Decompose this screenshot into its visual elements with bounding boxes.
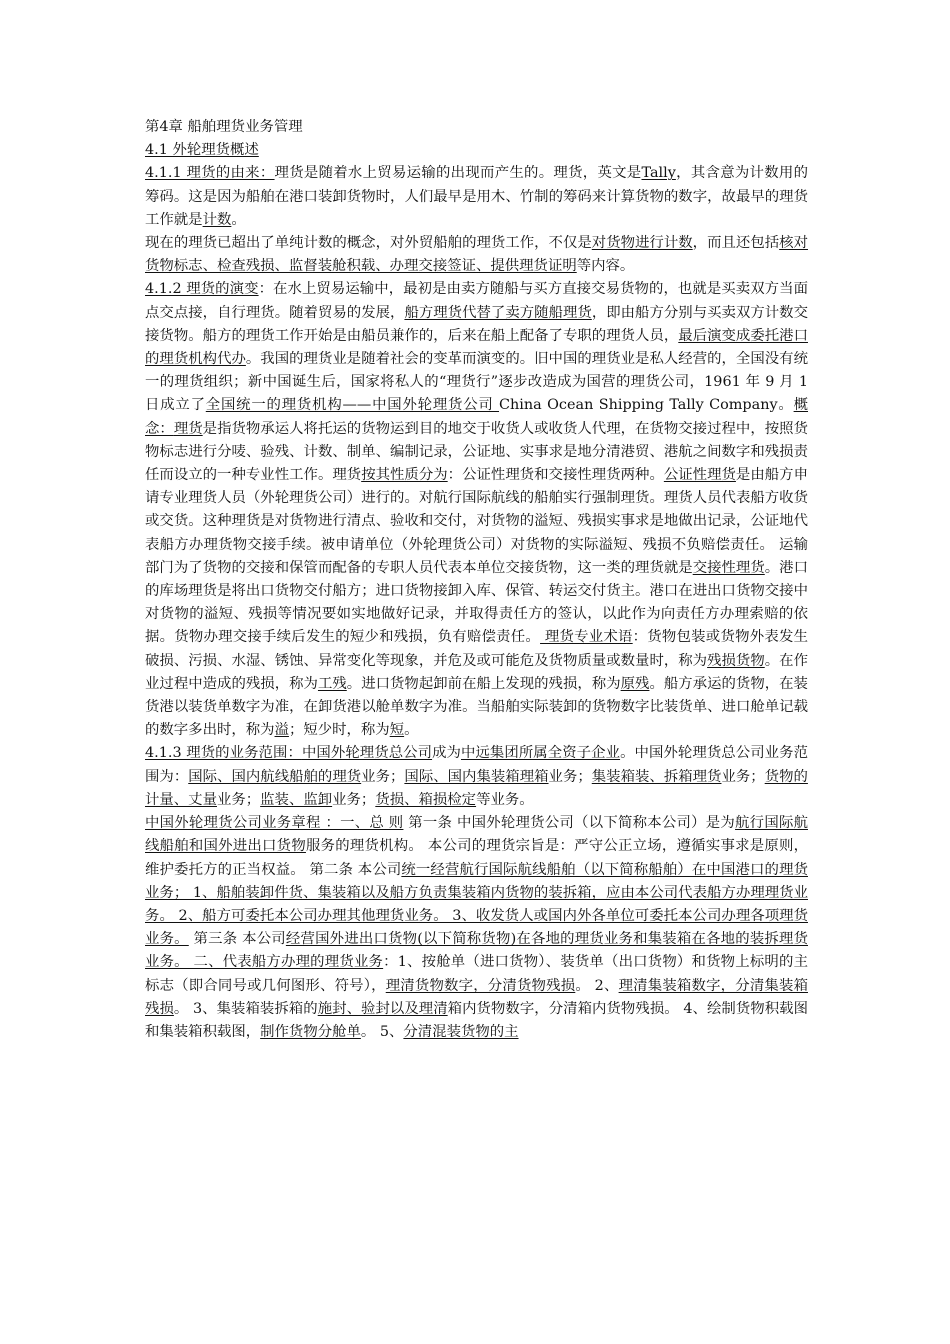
underlined-text: 对货物进行计数 (591, 235, 693, 252)
underlined-text: 全国统一的理货机构——中国外轮理货公司 (205, 397, 500, 414)
text-run: 。港口的库场理货是将出口货物交付船方；进口货物接卸入库、保管、转运交付货主。港口在进出口货物交接中对货物的溢短、残损等情况要如实地做好记录，并取得责任方的签认，以此作为向责任方办理索赔的依据。货物办理交接手续后发生的短少和残损，负有赔偿责任。 (145, 559, 808, 646)
underlined-text: 经营国外进出口货物(以下简称货物)在各地的理货业务和集装箱在各地的装拆理货业务。 二、代表船方办理的理货业务 (145, 931, 808, 971)
text-run: 。 5、 (360, 1023, 404, 1040)
text-run: 第三条 本公司 (188, 931, 286, 948)
underlined-text: 船方理货代替了卖方随船理货 (404, 304, 592, 321)
body-paragraph (145, 812, 808, 1044)
underlined-text: 最后演变成委托港口的理货机构代办 (145, 327, 808, 368)
text-run: 。我国的理货业是随着社会的变革而演变的。旧中国的理货业是私人经营的，全国没有统一的理货组织；新中国诞生后，国家将私人的“理货行”逐步改造成为国营的理货公司，1961 年 9 月 1 日成立了 (145, 351, 808, 414)
text-run: 是指货物承运人将托运的货物运到目的地交于收货人或收货人代理，在货物交接过程中，按照货物标志进行分唛、验残、计数、制单、编制记录，公证地、实事求是地分清港贸、港航之间数字和残损责任而设立的一种专业性工作。理货 (145, 420, 808, 484)
underlined-text: 短 (389, 722, 405, 739)
text-run: 。 2、 (575, 977, 619, 994)
underlined-text: 4.1.2 理货的演变 (145, 281, 259, 298)
underlined-text: 监装、监卸 (260, 791, 333, 808)
underlined-text: 理清集装箱数字，分清集装箱残损 (145, 977, 808, 1017)
underlined-text: 中远集团所属全资子企业 (461, 745, 621, 762)
text-run: 等内容。 (576, 258, 635, 275)
body-paragraph (145, 742, 808, 812)
underlined-text: 中国外轮理货总公司 (301, 745, 433, 762)
text-run: 。 (231, 211, 246, 228)
text-run: China Ocean Shipping Tally Company。 (499, 397, 794, 414)
text-run: 。 (404, 722, 419, 739)
underlined-text: 原残 (620, 675, 650, 692)
text-run: ：1、按舱单（进口货物）、装货单（出口货物）和货物上标明的主标志（即合同号或几何图形、符号）， (145, 954, 808, 994)
text-run: 。 3、集装箱装拆箱的 (173, 1000, 318, 1017)
underlined-text: 货物的计量、丈量 (145, 768, 808, 808)
text-run: 业务； (332, 791, 376, 808)
body-paragraph (145, 278, 808, 742)
text-run: 业务； (361, 768, 405, 785)
text-run: ，即由船方分别与买卖双方计数交接货物。船方的理货工作开始是由船员兼作的，后来在船上配备了专职的理货人员， (145, 304, 808, 344)
underlined-text: 概念： (145, 397, 809, 437)
body-paragraph (145, 232, 808, 278)
underlined-text: 货损、箱损检定 (375, 791, 477, 808)
underlined-text: 交接性理货 (692, 559, 765, 576)
text-run: 现在的理货已超出了单纯计数的概念，对外贸船舶的理货工作，不仅是 (145, 235, 592, 252)
underlined-text: 航行国际航线船舶和国外进出口货物 (145, 815, 808, 855)
underlined-text: 国际、国内集装箱理箱 (404, 768, 549, 785)
text-run: 业务； (721, 768, 765, 785)
text-run: 等业务。 (476, 791, 534, 808)
text-run: 。进口货物起卸前在船上发现的残损，称为 (346, 675, 621, 692)
text-run: 。在作业过程中造成的残损，称为 (145, 652, 808, 692)
underlined-text: 施封、验封以及理清 (317, 1000, 448, 1017)
text-run: ：在水上贸易运输中，最初是由卖方随船与买方直接交易货物的，也就是买卖双方当面点交点接，自行理货。随着贸易的发展， (145, 281, 808, 321)
underlined-text: 国际、国内航线船舶的理货 (188, 768, 362, 785)
section-heading (145, 139, 808, 162)
underlined-text: 制作货物分舱单 (260, 1023, 361, 1040)
text-run: ；短少时，称为 (288, 722, 390, 739)
text-run: 服务的理货机构。 本公司的理货宗旨是：严守公正立场，遵循实事求是原则，维护委托方的正当权益。 第二条 本公司 (145, 838, 808, 878)
underlined-text: 4.1.1 理货的由来： (145, 165, 275, 182)
text-run: 是由船方申请专业理货人员（外轮理货公司）进行的。对航行国际航线的船舶实行强制理货。理货人员代表船方收货或交货。这种理货是对货物进行清点、验收和交付，对货物的溢短、残损实事求是地做出记录，公证地代表船方办理货物交接手续。被申请单位（外轮理货公司）对货物的实际溢短、残损不负赔偿责任。 运输部门为了货物的交接和保管而配备的专职人员代表本单位交接货物，这一类的理货就是 (145, 467, 808, 576)
text-run: ：货物包装或货物外表发生破损、污损、水湿、锈蚀、异常变化等现象，并危及或可能危及货物质量或数量时，称为 (145, 629, 808, 669)
text-run: 第一条 中国外轮理货公司（以下简称本公司）是为 (403, 815, 736, 832)
underlined-text: 溢 (274, 722, 289, 739)
underlined-text: 理货专业术语 (540, 629, 633, 646)
text-run: 业务； (216, 791, 261, 808)
chapter-title (145, 116, 808, 139)
text-run: 成为 (432, 745, 461, 762)
text-run: 。船方承运的货物，在装货港以装货单数字为准，在卸货港以舱单数字为准。当船舶实际装卸的货物数字比装货单、进口舱单记载的数字多出时，称为 (145, 675, 808, 739)
text-run: 第4章 船舶理货业务管理 (145, 119, 303, 135)
text-run: ，而且还包括 (692, 235, 780, 252)
underlined-text: 残损货物 (707, 652, 765, 669)
underlined-text: 4.1.3 理货的业务范围： (145, 745, 302, 762)
underlined-text: 工残 (317, 675, 347, 692)
underlined-text: 核对货物标志、检查残损、监督装舱积载、办理交接签证、提供理货证明 (145, 235, 808, 275)
body-paragraph (145, 162, 808, 232)
underlined-text: Tally (641, 165, 676, 182)
text-run: ：公证性理货和交接性理货两种。 (447, 467, 664, 484)
underlined-text: 分清混装货物的主 (403, 1023, 519, 1040)
text-run: 理货是随着水上贸易运输的出现而产生的。理货，英文是 (274, 165, 642, 182)
text-run: 。中国外轮理货总公司业务范围为： (145, 745, 808, 785)
underlined-text: 中国外轮理货公司业务章程 ：一、总 则 (145, 815, 404, 832)
underlined-text: 公证性理货 (663, 467, 736, 484)
underlined-text: 计数 (202, 211, 232, 228)
underlined-text: 4.1 外轮理货概述 (145, 142, 259, 159)
underlined-text: 统一经营航行国际航线船舶（以下简称船舶）在中国港口的理货业务； 1、船舶装卸件货、集装箱以及船方负责集装箱内货物的装拆箱，应由本公司代表船方办理理货业务。 2、船方可委托本公司办理其他理货业务。 3、收发货人或国内外各单位可委托本公司办理各项理货业务。 (145, 861, 808, 948)
underlined-text: 理清货物数字，分清货物残损 (385, 977, 576, 994)
text-run: 业务； (548, 768, 592, 785)
text-run: 箱内货物数字，分清箱内货物残损。 4、绘制货物积载图和集装箱积载图， (145, 1000, 808, 1040)
underlined-text: 按其性质分为 (361, 467, 448, 484)
text-run: ，其含意为计数用的筹码。这是因为船舶在港口装卸货物时，人们最早是用木、竹制的筹码来计算货物的数字，故最早的理货工作就是 (145, 165, 808, 228)
underlined-text: 理货 (173, 420, 203, 437)
document-page (145, 116, 808, 1044)
underlined-text: 集装箱装、拆箱理货 (591, 768, 722, 785)
